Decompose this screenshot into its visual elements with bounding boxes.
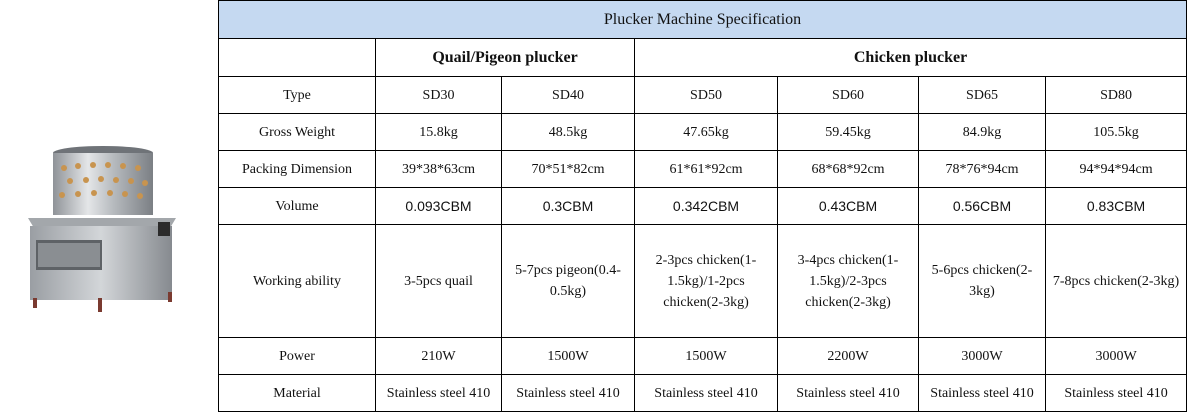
table-cell: 68*68*92cm [778,151,919,188]
table-cell: 3-4pcs chicken(1-1.5kg)/2-3pcs chicken(2-3kg) [778,225,919,338]
table-cell: SD40 [502,77,635,114]
table-row [219,375,1187,412]
table-cell: Stainless steel 410 [778,375,919,412]
table-cell: Stainless steel 410 [376,375,502,412]
table-cell: SD50 [635,77,778,114]
table-cell: 0.43CBM [778,188,919,225]
table-cell: 48.5kg [502,114,635,151]
plucker-machine-image [0,0,218,416]
table-cell: 84.9kg [919,114,1046,151]
row-label: Volume [219,188,376,225]
table-cell: SD60 [778,77,919,114]
row-label: Power [219,338,376,375]
table-cell: 0.56CBM [919,188,1046,225]
table-cell: 0.093CBM [376,188,502,225]
empty-header-cell [219,39,376,77]
row-label: Material [219,375,376,412]
table-cell: 3000W [919,338,1046,375]
table-cell: 3000W [1046,338,1187,375]
table-cell: SD65 [919,77,1046,114]
table-cell: Stainless steel 410 [635,375,778,412]
row-label: Gross Weight [219,114,376,151]
table-cell: SD30 [376,77,502,114]
specification-table [218,0,1187,412]
table-row [219,114,1187,151]
table-cell: 59.45kg [778,114,919,151]
table-cell: 105.5kg [1046,114,1187,151]
row-label: Packing Dimension [219,151,376,188]
table-cell: 1500W [635,338,778,375]
table-cell: 7-8pcs chicken(2-3kg) [1046,225,1187,338]
table-cell: 2200W [778,338,919,375]
table-cell: 0.342CBM [635,188,778,225]
table-cell: 15.8kg [376,114,502,151]
table-cell: 70*51*82cm [502,151,635,188]
table-cell: 2-3pcs chicken(1-1.5kg)/1-2pcs chicken(2-3kg) [635,225,778,338]
table-cell: 78*76*94cm [919,151,1046,188]
table-cell: 0.83CBM [1046,188,1187,225]
table-row [219,338,1187,375]
table-cell: 39*38*63cm [376,151,502,188]
table-row [219,188,1187,225]
row-label: Type [219,77,376,114]
table-cell: 210W [376,338,502,375]
table-row [219,151,1187,188]
table-cell: 0.3CBM [502,188,635,225]
table-cell: 94*94*94cm [1046,151,1187,188]
table-cell: Stainless steel 410 [502,375,635,412]
table-title: Plucker Machine Specification [219,1,1187,39]
table-row [219,225,1187,338]
table-cell: 5-6pcs chicken(2-3kg) [919,225,1046,338]
table-cell: 1500W [502,338,635,375]
group-header-chicken: Chicken plucker [635,39,1187,77]
group-header-quail-pigeon: Quail/Pigeon plucker [376,39,635,77]
row-label: Working ability [219,225,376,338]
table-cell: 61*61*92cm [635,151,778,188]
table-cell: 3-5pcs quail [376,225,502,338]
table-cell: 5-7pcs pigeon(0.4-0.5kg) [502,225,635,338]
table-cell: SD80 [1046,77,1187,114]
table-cell: Stainless steel 410 [1046,375,1187,412]
table-row [219,77,1187,114]
table-cell: 47.65kg [635,114,778,151]
table-cell: Stainless steel 410 [919,375,1046,412]
